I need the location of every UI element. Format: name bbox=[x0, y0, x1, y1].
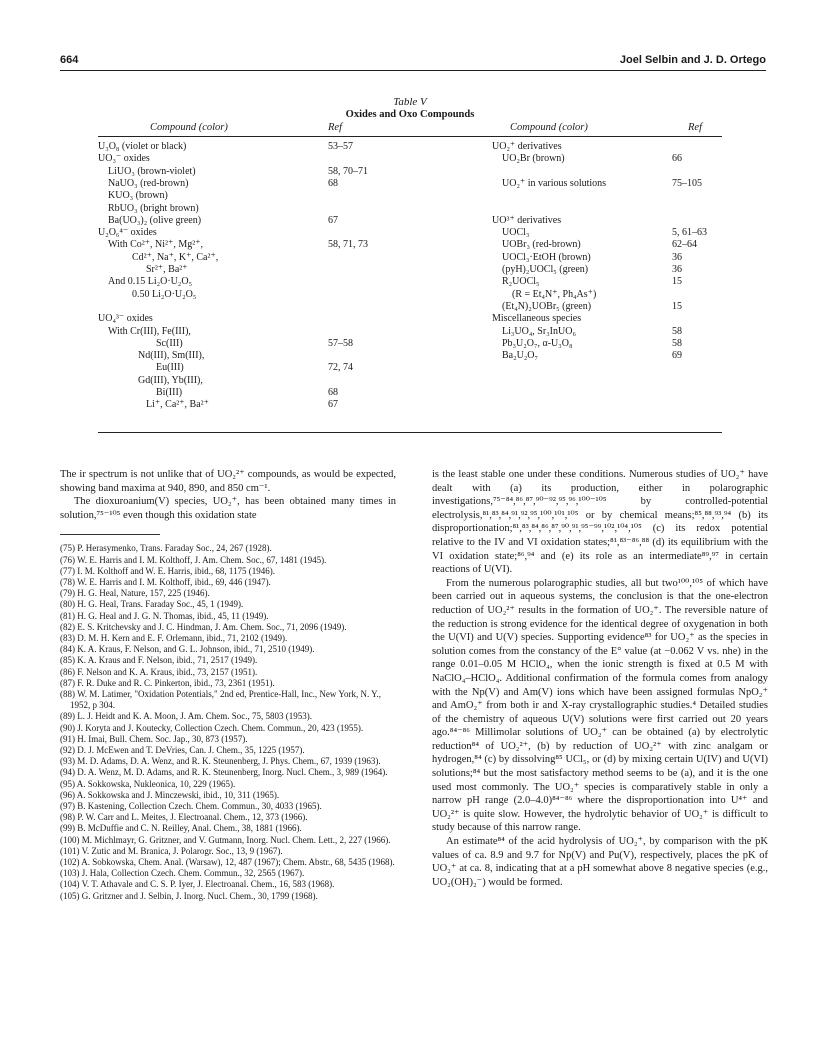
table-cell: 58, 71, 73 bbox=[328, 239, 368, 251]
reference-item: (96) A. Sokkowska and J. Minczewski, ibid., 10, 311 (1965). bbox=[60, 789, 280, 800]
body-paragraph: From the numerous polarographic studies, all but two¹⁰⁰,¹⁰⁵ of which have been carried out in aqueous systems, the conclusion is that the one-electron reduction of UO₂²⁺ results in the formation of UO₂⁺. The reversible nature of the reduction is strong evidence for the identical degree of oxygenation in both the U(VI) and U(V) species. Supporting evidence⁸³ for UO₂⁺ as the species in solution comes from the constancy of the E° value (at −0.062 V vs. nhe) in the range 0.01–0.05 M HClO₄, when the ionic strength is fixed at 0.5 M with NaClO₄–HClO₄. Additional confirmation of the formula comes from analogy with the Np(V) and Am(V) ions which have been assigned formulas NpO₂⁺ and AmO₂⁺ from both ir and X-ray crystallographic studies.⁴ Detailed studies of the chemistry of aqueous U(V) solutions were first carried out 20 years ago.⁸⁴⁻⁸⁶ Millimolar solutions of UO₂⁺ can be obtained (a) by electrolytic reduction⁸⁴ of UO₂²⁺, (b) by reduction of UO₂²⁺ with zinc analgam or hydrogen,⁸⁴ (c) by dissolving⁸⁵ UCl₅, or (d) by mixing certain U(IV) and U(VI) solutions;⁸⁴ but the most satisfactory method seems to be (a), and it is the one used most commonly. The UO₂⁺ species is comparatively stable in only a narrow pH range (2.0–4.0)⁸⁴⁻⁸⁶ where the disproportionation into U⁴⁺ and UO₂²⁺ is quite slow. However, the hydrolytic behavior of UO₂⁺ is difficult to study because of this narrow range. bbox=[432, 577, 768, 834]
table-cell: 75–105 bbox=[672, 177, 702, 189]
table-cell: UO₄³⁻ oxides bbox=[98, 313, 153, 325]
reference-item: (76) W. E. Harris and I. M. Kolthoff, J. Am. Chem. Soc., 67, 1481 (1945). bbox=[60, 554, 327, 565]
table-cell: (R = Et₄N⁺, Ph₄As⁺) bbox=[512, 288, 597, 300]
reference-item: (92) D. J. McEwen and T. DeVries, Can. J. Chem., 35, 1225 (1957). bbox=[60, 745, 305, 756]
table-cell: 15 bbox=[672, 276, 682, 288]
table-cell: And 0.15 Li₂O·U₂O₅ bbox=[108, 276, 193, 288]
body-paragraph: is the least stable one under these conditions. Numerous studies of UO₂⁺ have dealt with (a) its production, either in polarographic investigations,⁷⁵⁻⁸⁴,⁸⁶,⁸⁷,⁹⁰⁻⁹²,⁹⁵,⁹⁶,¹⁰⁰⁻¹⁰⁵ by controlled-potential electrolysis,⁸¹,⁸³,⁸⁴,⁹¹,⁹²,⁹⁵,¹⁰⁰,¹⁰¹,¹⁰⁵ or by chemical means;⁸⁵,⁸⁸,⁹³,⁹⁴ (b) its disproportionation;⁸¹,⁸³,⁸⁴,⁸⁶,⁸⁷,⁹⁰,⁹¹,⁹⁵⁻⁹⁹,¹⁰²,¹⁰⁴,¹⁰⁵ (c) its redox potential relative to the IV and VI oxidation states;⁸¹,⁸³⁻⁸⁶,⁸⁸ (d) its equilibrium with the VI oxidation state;⁸⁶,⁹⁴ and (e) its role as an intermediate⁸⁹,⁹⁷ in certain reactions of U(VI). bbox=[432, 469, 768, 576]
reference-item: (97) B. Kastening, Collection Czech. Chem. Commun., 30, 4033 (1965). bbox=[60, 801, 322, 812]
table-cell: 58, 70–71 bbox=[328, 165, 368, 177]
table-cell: RbUO₃ (bright brown) bbox=[108, 202, 199, 214]
reference-item: (79) H. G. Heal, Nature, 157, 225 (1946). bbox=[60, 588, 210, 599]
table-cell: With Co²⁺, Ni²⁺, Mg²⁺, bbox=[108, 239, 203, 251]
left-paragraphs bbox=[60, 468, 396, 522]
table-cell: Pb₃U₂O₇, α-U₃O₈ bbox=[502, 337, 573, 349]
reference-item: (102) A. Sobkowska, Chem. Anal. (Warsaw), 12, 487 (1967); Chem. Abstr., 68, 5435 (1968). bbox=[60, 857, 395, 868]
table-cell: Gd(III), Yb(III), bbox=[138, 374, 203, 386]
table-cell: Li₃UO₄, Sr₃InUO₆ bbox=[502, 325, 576, 337]
table-cell: 36 bbox=[672, 264, 682, 275]
reference-item: (80) H. G. Heal, Trans. Faraday Soc., 45, 1 (1949). bbox=[60, 599, 244, 610]
table-cell: UO₂Br (brown) bbox=[502, 153, 565, 165]
left-column bbox=[60, 468, 396, 902]
header-rule bbox=[60, 70, 766, 71]
col-header-compound-1: Compound (color) bbox=[150, 122, 228, 133]
table-cell: With Cr(III), Fe(III), bbox=[108, 325, 191, 337]
reference-item: (103) J. Hala, Collection Czech. Chem. Commun., 32, 2565 (1967). bbox=[60, 868, 305, 879]
table-cell: NaUO₃ (red-brown) bbox=[108, 177, 189, 189]
table-cell: Bi(III) bbox=[156, 387, 183, 398]
table-cell: 5, 61–63 bbox=[672, 227, 707, 239]
table-cell: UOCl₃·EtOH (brown) bbox=[502, 251, 591, 263]
table-cell: 53–57 bbox=[328, 141, 353, 152]
page-number: 664 bbox=[60, 54, 79, 66]
table-v bbox=[98, 96, 722, 432]
table-cell: R₂UOCl₅ bbox=[502, 276, 540, 288]
table-cell: U₂O₆⁴⁻ oxides bbox=[98, 227, 157, 239]
table-cell: 68 bbox=[328, 387, 338, 398]
table-bottom-rule bbox=[98, 432, 722, 433]
table-cell: Miscellaneous species bbox=[492, 313, 582, 325]
reference-item: (95) A. Sokkowska, Nukleonica, 10, 229 (1965). bbox=[60, 778, 236, 789]
table-cell: 68 bbox=[328, 177, 338, 189]
right-column bbox=[432, 468, 768, 889]
table-title: Oxides and Oxo Compounds bbox=[345, 109, 475, 120]
table-cell: (pyH)₂UOCl₅ (green) bbox=[502, 264, 589, 275]
table-cell: 66 bbox=[672, 153, 682, 165]
reference-item: (84) K. A. Kraus, F. Nelson, and G. L. Johnson, ibid., 71, 2510 (1949). bbox=[60, 644, 315, 655]
reference-item: (87) F. R. Duke and R. C. Pinkerton, ibid., 73, 2361 (1951). bbox=[60, 677, 275, 688]
body-paragraph: An estimate⁸⁴ of the acid hydrolysis of UO₂⁺, by comparison with the pK values of ca. 8.9 and 9.7 for Np(V) and Pu(V), respectively, places the pK of UO₂⁺ at ca. 8, indicating that at a pH somewhat above 8 negative species (e.g., UO₂(OH)₂⁻) would be formed. bbox=[432, 836, 768, 888]
page-header bbox=[60, 54, 766, 70]
reference-item: (90) J. Koryta and J. Koutecky, Collection Czech. Chem. Commun., 20, 423 (1955). bbox=[60, 722, 364, 733]
table-cell: 69 bbox=[672, 350, 682, 362]
table-cell: 36 bbox=[672, 251, 682, 263]
reference-item: (85) K. A. Kraus and F. Nelson, ibid., 71, 2517 (1949). bbox=[60, 655, 258, 666]
table-header-row bbox=[98, 121, 722, 137]
table-cell: Nd(III), Sm(III), bbox=[138, 350, 205, 362]
table-cell: UO₃⁻ oxides bbox=[98, 153, 150, 165]
table-cell: 0.50 Li₂O·U₂O₅ bbox=[132, 288, 197, 300]
table-cell: Cd²⁺, Na⁺, K⁺, Ca²⁺, bbox=[132, 251, 219, 263]
table-cell: Sr²⁺, Ba²⁺ bbox=[146, 264, 188, 275]
table-cell: UO₂⁺ in various solutions bbox=[502, 177, 607, 189]
reference-item: (83) D. M. H. Kern and E. F. Orlemann, ibid., 71, 2102 (1949). bbox=[60, 633, 288, 643]
table-cell: LiUO₃ (brown-violet) bbox=[108, 165, 196, 177]
reference-item: (93) M. D. Adams, D. A. Wenz, and R. K. Steunenberg, J. Phys. Chem., 67, 1939 (1963). bbox=[60, 756, 381, 767]
reference-item: (91) H. Imai, Bull. Chem. Soc. Jap., 30, 873 (1957). bbox=[60, 733, 248, 744]
table-cell: 15 bbox=[672, 300, 682, 312]
table-cell: Ba(UO₃)₂ (olive green) bbox=[108, 214, 202, 226]
table-cell: Li⁺, Ca²⁺, Ba²⁺ bbox=[146, 399, 209, 411]
table-cell: 58 bbox=[672, 325, 682, 337]
table-cell: Eu(III) bbox=[156, 362, 184, 374]
reference-item: (88) W. M. Latimer, "Oxidation Potentials," 2nd ed, Prentice-Hall, Inc., New York, N. Y., 1952, p 304. bbox=[60, 689, 381, 711]
table-cell: 58 bbox=[672, 337, 682, 349]
table-cell: 57–58 bbox=[328, 337, 353, 349]
body-paragraph: The ir spectrum is not unlike that of UO₂²⁺ compounds, as would be expected, showing band maxima at 940, 890, and 850 cm⁻¹. bbox=[60, 469, 396, 494]
reference-item: (81) H. G. Heal and J. G. N. Thomas, ibid., 45, 11 (1949). bbox=[60, 610, 269, 621]
table-cell: (Et₄N)₂UOBr₅ (green) bbox=[502, 300, 592, 312]
table-cell: U₃O₈ (violet or black) bbox=[98, 141, 187, 152]
reference-item: (75) P. Herasymenko, Trans. Faraday Soc., 24, 267 (1928). bbox=[60, 543, 272, 554]
table-cell: 67 bbox=[328, 214, 338, 226]
col-header-ref-2: Ref bbox=[688, 122, 702, 133]
table-cell: 72, 74 bbox=[328, 362, 353, 374]
reference-item: (82) E. S. Kritchevsky and J. C. Hindman, J. Am. Chem. Soc., 71, 2096 (1949). bbox=[60, 621, 347, 632]
table-cell: UOCl₃ bbox=[502, 227, 530, 239]
col-header-ref-1: Ref bbox=[328, 122, 342, 133]
table-cell: KUO₃ (brown) bbox=[108, 190, 168, 202]
table-cell: UOBr₃ (red-brown) bbox=[502, 239, 581, 251]
reference-item: (104) V. T. Athavale and C. S. P. Iyer, J. Electroanal. Chem., 16, 583 (1968). bbox=[60, 879, 335, 890]
table-caption: Table V bbox=[393, 96, 427, 108]
reference-item: (89) L. J. Heidt and K. A. Moon, J. Am. Chem. Soc., 75, 5803 (1953). bbox=[60, 711, 312, 722]
table-cell: UO₂⁺ derivatives bbox=[492, 141, 562, 152]
reference-item: (100) M. Michlmayr, G. Gritzner, and V. Gutmann, Inorg. Nucl. Chem. Lett., 2, 227 (1966). bbox=[60, 834, 391, 845]
reference-item: (78) W. E. Harris and I. M. Kolthoff, ibid., 69, 446 (1947). bbox=[60, 576, 271, 587]
table-cell: Ba₂U₂O₇ bbox=[502, 350, 539, 362]
table-cell: UO³⁺ derivatives bbox=[492, 214, 562, 226]
reference-item: (77) I. M. Kolthoff and W. E. Harris, ibid., 68, 1175 (1946). bbox=[60, 565, 275, 576]
reference-item: (101) V. Zutic and M. Branica, J. Polarogr. Soc., 13, 9 (1967). bbox=[60, 845, 283, 856]
table-cell: Sc(III) bbox=[156, 337, 183, 349]
reference-item: (98) P. W. Carr and L. Meites, J. Electroanal. Chem., 12, 373 (1966). bbox=[60, 812, 308, 823]
footnote-separator bbox=[60, 534, 160, 535]
reference-list bbox=[60, 543, 396, 902]
reference-item: (94) D. A. Wenz, M. D. Adams, and R. K. Steunenberg, Inorg. Nucl. Chem., 3, 989 (1964). bbox=[60, 767, 388, 778]
right-paragraphs bbox=[432, 468, 768, 889]
reference-item: (99) B. McDuffie and C. N. Reilley, Anal. Chem., 38, 1881 (1966). bbox=[60, 823, 302, 834]
table-cell: 67 bbox=[328, 399, 338, 411]
running-authors: Joel Selbin and J. D. Ortego bbox=[619, 54, 766, 66]
reference-item: (105) G. Gritzner and J. Selbin, J. Inorg. Nucl. Chem., 30, 1799 (1968). bbox=[60, 890, 318, 901]
body-paragraph: The dioxuroanium(V) species, UO₂⁺, has been obtained many times in solution,⁷⁵⁻¹⁰⁵ even though this oxidation state bbox=[60, 496, 396, 521]
col-header-compound-2: Compound (color) bbox=[510, 122, 588, 133]
table-cell: 62–64 bbox=[672, 239, 697, 251]
table-body bbox=[98, 137, 722, 432]
reference-item: (86) F. Nelson and K. A. Kraus, ibid., 73, 2157 (1951). bbox=[60, 666, 258, 677]
